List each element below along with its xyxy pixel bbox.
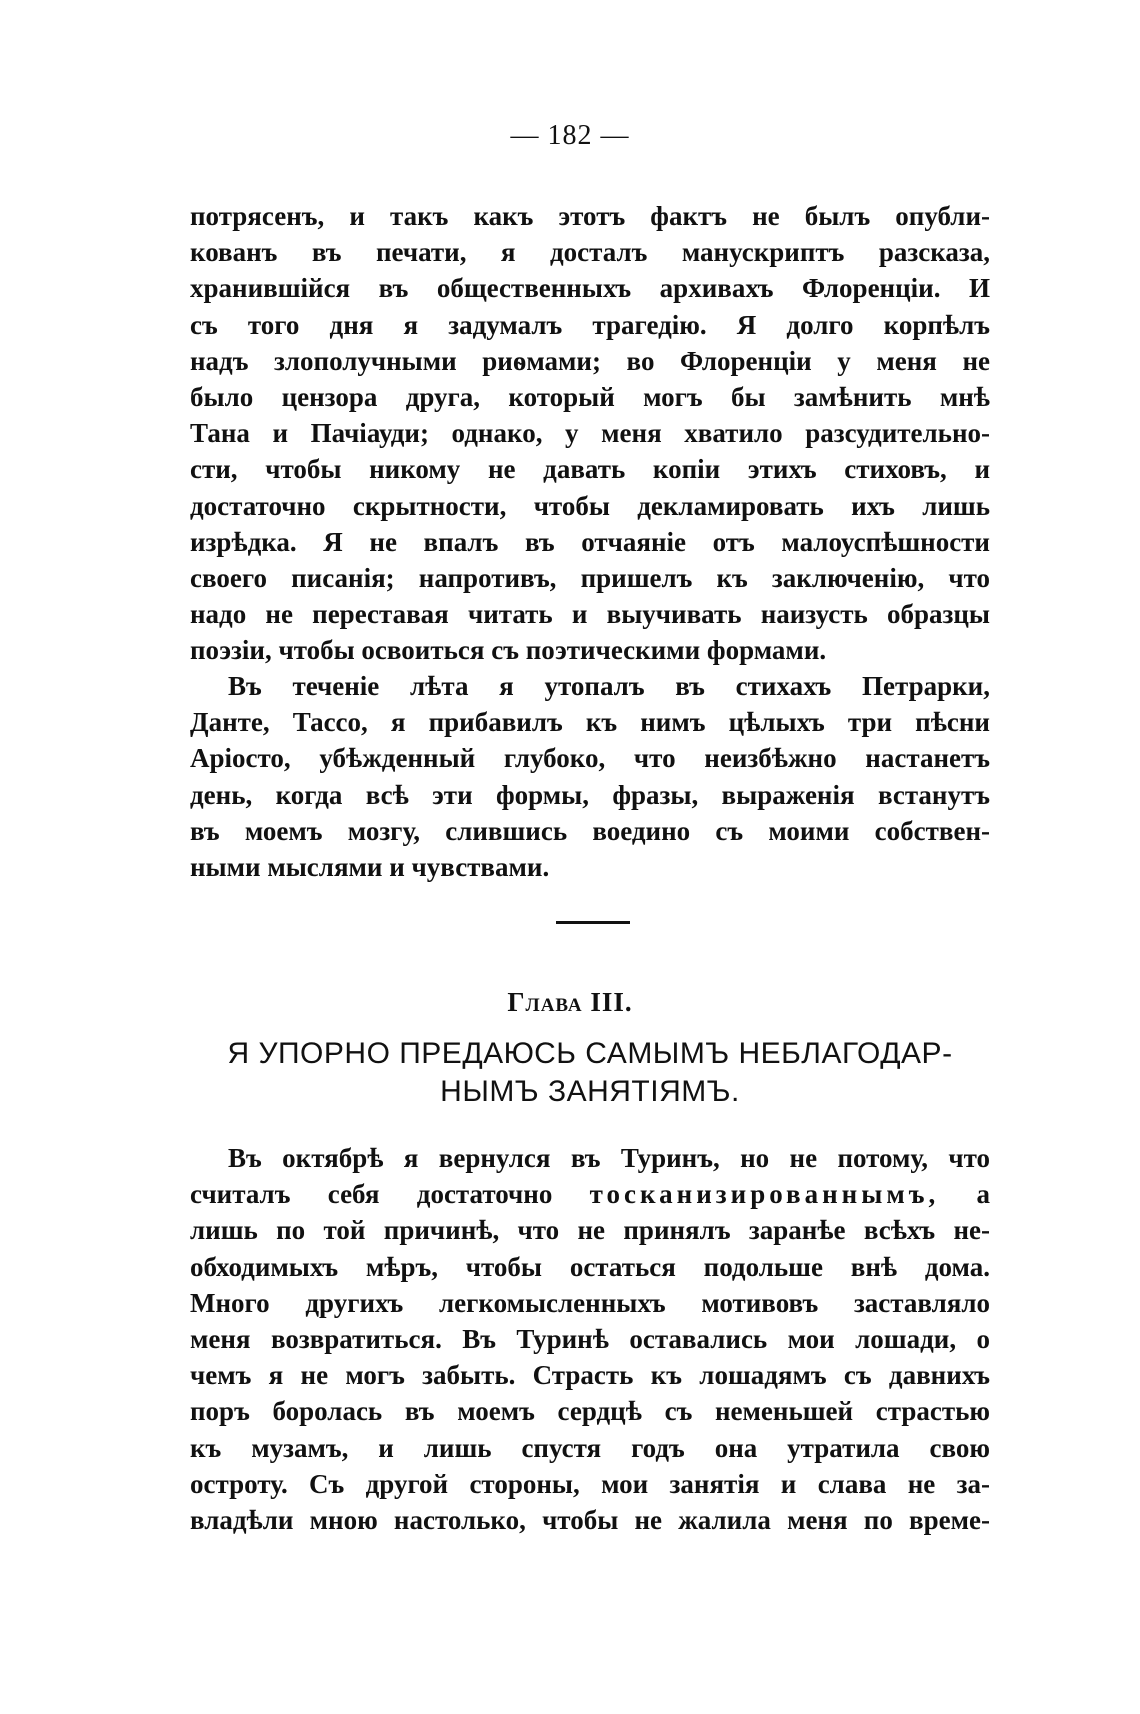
text-line: Аріосто, убѣжденный глубоко, что неизбѣжно настанетъ [190,743,990,774]
text-line: въ моемъ мозгу, слившись воедино съ моими собствен- [190,815,990,846]
text-line: своего писанія; напротивъ, пришелъ къ заключенію, что [190,562,990,593]
page-number: — 182 — [510,120,630,151]
text-line: къ музамъ, и лишь спустя годъ она утратила свою [190,1432,990,1463]
text-line: Данте, Тассо, я прибавилъ къ нимъ цѣлыхъ три пѣсни [190,707,990,738]
text-line: Въ октябрѣ я вернулся въ Туринъ, но не потому, что [228,1143,990,1173]
text-segment: а [976,1179,991,1210]
text-line: съ того дня я задумалъ трагедію. Я долго корпѣлъ [190,309,990,340]
text-line: чемъ я не могъ забыть. Страсть къ лошадямъ съ давнихъ [190,1360,990,1391]
text-line: кованъ въ печати, я досталъ манускриптъ разсказа, [190,237,990,268]
text-line: изрѣдка. Я не впалъ въ отчаяніе отъ малоуспѣшности [190,526,990,557]
paragraph-summer [190,668,990,885]
paragraph-continuation [190,198,990,668]
chapter-title [190,1035,990,1111]
text-line: лишь по той причинѣ, что не принялъ заранѣе всѣхъ не- [190,1215,990,1246]
text-line: владѣли мною настолько, чтобы не жалила меня по време- [190,1504,990,1535]
text-line: надо не переставая читать и выучивать наизусть образцы [190,599,990,630]
emphasized-word: тосканизированнымъ, [589,1179,940,1210]
text-line: достаточно скрытности, чтобы декламировать ихъ лишь [190,490,990,521]
chapter-title-line: НЫМЪ ЗАНЯТІЯМЪ. [440,1075,740,1108]
paragraph-october [190,1140,990,1538]
text-line: Тана и Пачіауди; однако, у меня хватило разсудительно- [190,418,990,449]
text-line: поръ боролась въ моемъ сердцѣ съ неменьшей страстью [190,1396,990,1427]
chapter-label: Глава III. [507,987,633,1017]
text-line: день, когда всѣ эти формы, фразы, выраженія встанутъ [190,779,990,810]
text-line: Много другихъ легкомысленныхъ мотивовъ заставляло [190,1287,990,1318]
chapter-title-line: Я УПОРНО ПРЕДАЮСЬ САМЫМЪ НЕБЛАГОДАР- [227,1037,953,1070]
text-line-with-emphasis [190,1176,990,1212]
text-line: потрясенъ, и такъ какъ этотъ фактъ не былъ опубли- [190,201,990,231]
text-line: остроту. Съ другой стороны, мои занятія и слава не за- [190,1468,990,1499]
text-line: поэзіи, чтобы освоиться съ поэтическими формами. [190,635,827,666]
text-line: Въ теченіе лѣта я утопалъ въ стихахъ Петрарки, [228,671,990,701]
text-line: ными мыслями и чувствами. [190,851,550,882]
text-line: было цензора друга, который могъ бы замѣнить мнѣ [190,381,990,412]
section-divider [556,921,630,924]
text-line: меня возвратиться. Въ Туринѣ оставались мои лошади, о [190,1323,990,1354]
text-segment: считалъ себя достаточно [190,1179,553,1210]
text-line: сти, чтобы никому не давать копіи этихъ стиховъ, и [190,454,990,485]
text-line: хранившійся въ общественныхъ архивахъ Флоренціи. И [190,273,990,304]
text-line: обходимыхъ мѣръ, чтобы остаться подольше внѣ дома. [190,1251,990,1282]
text-line: надъ злополучными риѳмами; во Флоренціи у меня не [190,345,990,376]
